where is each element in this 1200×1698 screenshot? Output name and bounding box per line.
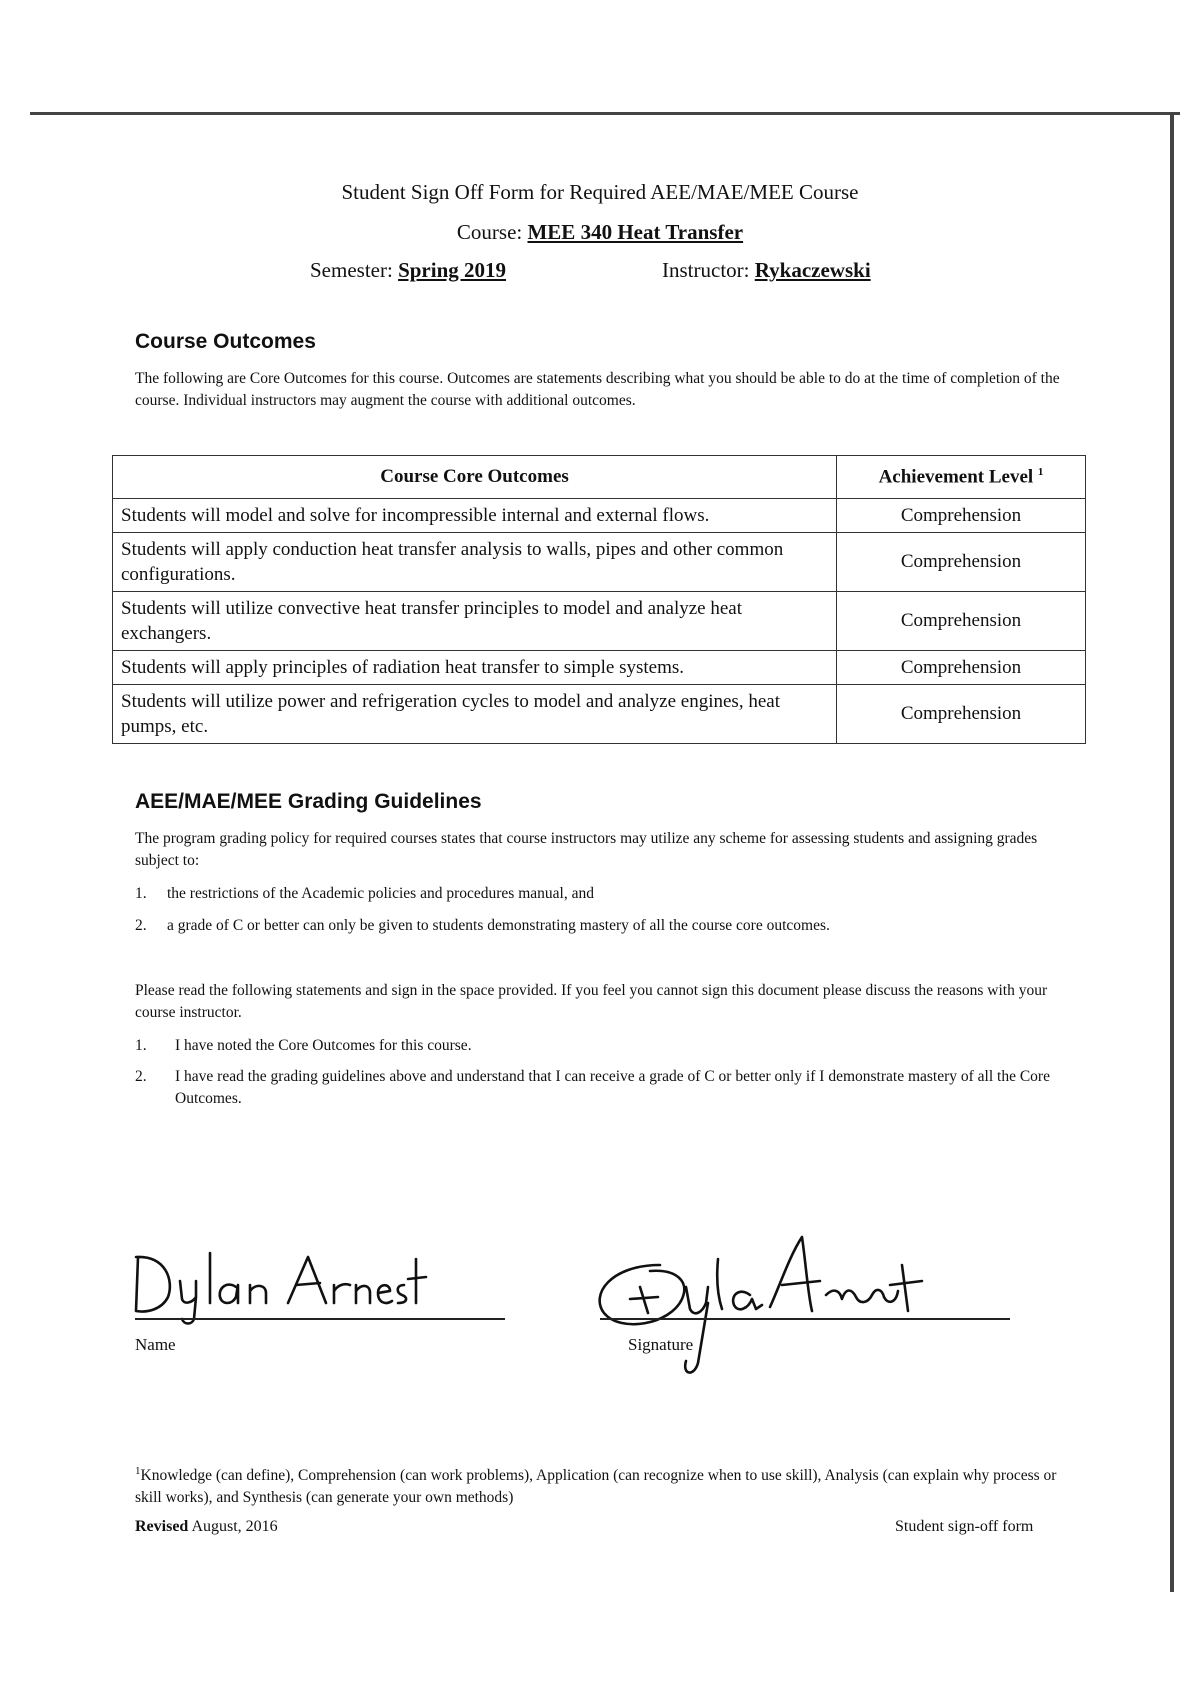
name-label: Name — [135, 1335, 176, 1354]
grading-guidelines-heading: AEE/MAE/MEE Grading Guidelines — [135, 790, 482, 813]
outcome-cell: Students will utilize power and refrigeration cycles to model and analyze engines, heat pumps, etc. — [113, 685, 837, 744]
semester-value: Spring 2019 — [398, 258, 507, 282]
outcomes-table — [112, 455, 1086, 744]
outcome-column-header: Course Core Outcomes — [113, 456, 837, 499]
list-item: 2. a grade of C or better can only be given to students demonstrating mastery of all the course core outcomes. — [135, 917, 830, 934]
outcome-cell: Students will utilize convective heat transfer principles to model and analyze heat exchangers. — [113, 592, 837, 651]
name-line — [135, 1318, 505, 1320]
table-row — [113, 651, 1086, 685]
course-outcomes-intro: The following are Core Outcomes for this course. Outcomes are statements describing what you should be able to do at the time of completion of the course. Individual instructors may augment the course with additional outcomes. — [135, 370, 1060, 409]
page-border-top — [30, 112, 1180, 115]
table-row — [113, 592, 1086, 651]
footnote-mark: 1 — [135, 1465, 141, 1477]
table-row — [113, 533, 1086, 592]
course-outcomes-heading: Course Outcomes — [135, 330, 316, 353]
signature-label: Signature — [628, 1335, 694, 1354]
level-cell: Comprehension — [837, 499, 1086, 533]
form-title: Student Sign Off Form for Required AEE/MAE/MEE Course — [341, 180, 859, 204]
instructor-label: Instructor: — [662, 258, 750, 282]
list-item: 2. I have read the grading guidelines above and understand that I can receive a grade of C or better only if I demonstrate mastery of all the Core Outcomes. — [135, 1068, 1050, 1107]
handwritten-signature — [590, 1225, 970, 1385]
level-column-header: Achievement Level $^1$ — [837, 456, 1086, 499]
table-row — [113, 685, 1086, 744]
footnote-mark: 1 — [1037, 465, 1044, 478]
instructor-line — [662, 258, 871, 283]
outcome-cell: Students will model and solve for incompressible internal and external flows. — [113, 499, 837, 533]
instructor-value: Rykaczewski — [754, 258, 871, 282]
achievement-level-footnote: $^1$Knowledge (can define), Comprehension (can work problems), Application (can recognize when to use skill), Analysis (can explain why process or skill works), and Synthesis (can generate your own methods) — [135, 1465, 1057, 1507]
level-cell: Comprehension — [837, 685, 1086, 744]
outcome-cell: Students will apply conduction heat transfer analysis to walls, pipes and other common configurations. — [113, 533, 837, 592]
semester-label: Semester: — [310, 258, 393, 282]
level-cell: Comprehension — [837, 592, 1086, 651]
list-item: 1. the restrictions of the Academic policies and procedures manual, and — [135, 885, 594, 902]
list-item: 1. I have noted the Core Outcomes for this course. — [135, 1037, 472, 1054]
table-header-row — [113, 456, 1086, 499]
course-line — [0, 220, 1200, 245]
outcome-cell: Students will apply principles of radiation heat transfer to simple systems. — [113, 651, 837, 685]
course-value: MEE 340 Heat Transfer — [527, 220, 744, 244]
statements-intro: Please read the following statements and sign in the space provided. If you feel you cannot sign this document please discuss the reasons with your course instructor. — [135, 982, 1048, 1021]
grading-intro: The program grading policy for required courses states that course instructors may utilize any scheme for assessing students and assigning grades subject to: — [135, 830, 1038, 869]
page-border-right — [1170, 112, 1174, 1592]
course-label: Course: — [456, 220, 523, 244]
signature-line — [600, 1318, 1010, 1320]
handwritten-name — [130, 1245, 430, 1325]
level-cell: Comprehension — [837, 651, 1086, 685]
form-name-label: Student sign-off form — [895, 1518, 1034, 1535]
revised-date: Revised August, 2016 — [135, 1518, 278, 1535]
semester-line — [310, 258, 506, 283]
level-cell: Comprehension — [837, 533, 1086, 592]
table-row — [113, 499, 1086, 533]
